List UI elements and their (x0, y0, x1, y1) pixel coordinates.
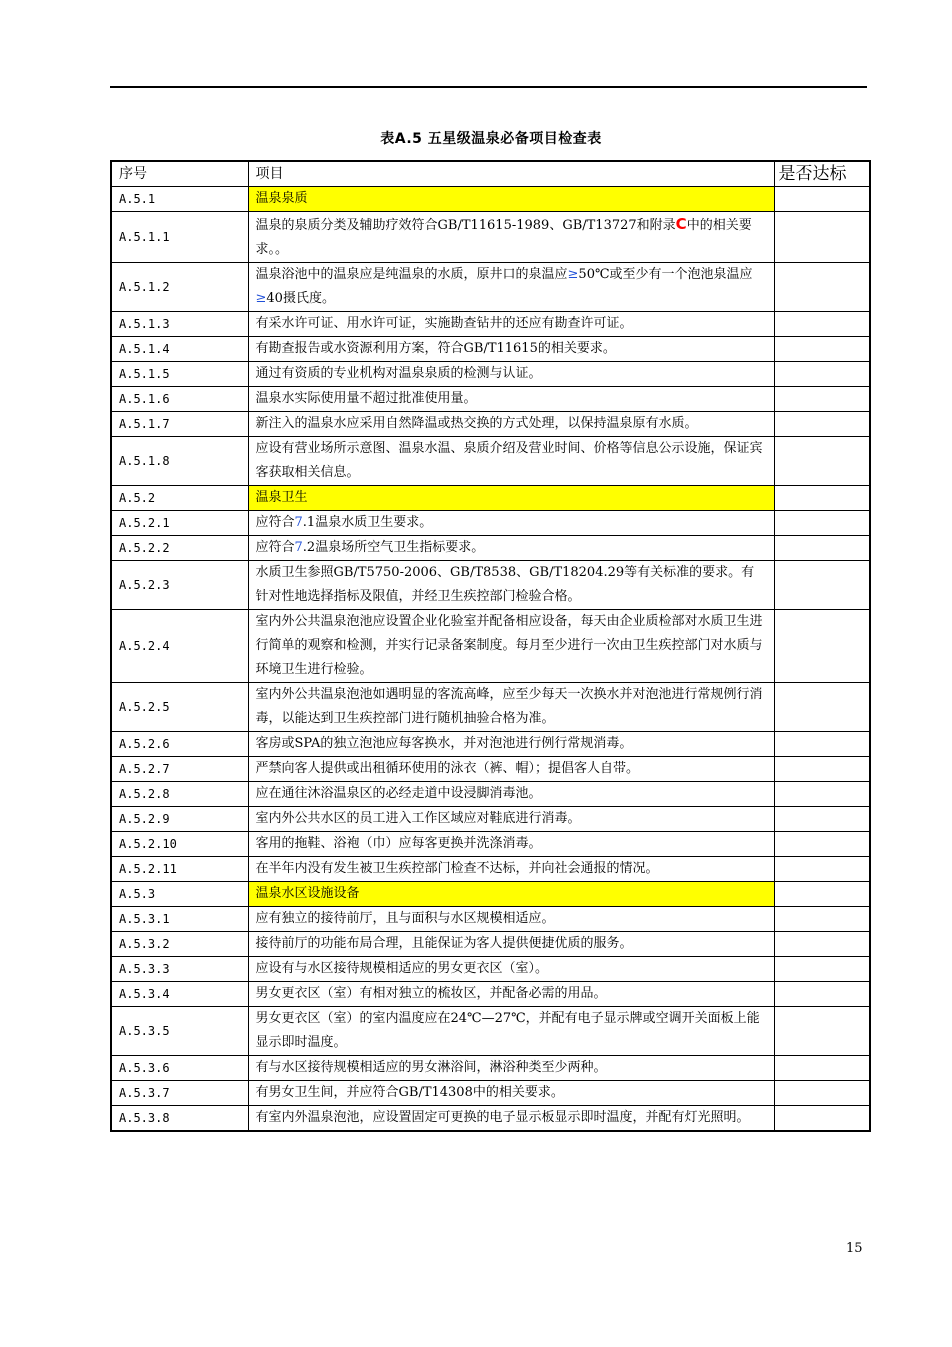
row-number: A.5.2.2 (111, 536, 248, 561)
status-cell[interactable] (774, 1007, 870, 1056)
table-row (111, 437, 870, 486)
status-cell[interactable] (774, 561, 870, 610)
table-row (111, 212, 870, 263)
section-row (111, 486, 870, 511)
inline-symbol: 7 (294, 540, 303, 555)
inline-symbol: ≥ (567, 267, 579, 282)
item-text: 客房或SPA的独立泡池应每客换水，并对泡池进行例行常规消毒。 (248, 732, 774, 757)
status-cell[interactable] (774, 957, 870, 982)
row-number: A.5.2.1 (111, 511, 248, 536)
row-number: A.5.2.3 (111, 561, 248, 610)
status-cell[interactable] (774, 536, 870, 561)
table-row (111, 362, 870, 387)
status-cell[interactable] (774, 1081, 870, 1106)
row-number: A.5.3.3 (111, 957, 248, 982)
status-cell[interactable] (774, 757, 870, 782)
table-row (111, 610, 870, 683)
row-number: A.5.2.7 (111, 757, 248, 782)
row-number: A.5.3.7 (111, 1081, 248, 1106)
page-number: 15 (846, 1241, 863, 1256)
row-number: A.5.2.6 (111, 732, 248, 757)
status-cell[interactable] (774, 212, 870, 263)
row-number: A.5.3.5 (111, 1007, 248, 1056)
row-number: A.5.3.2 (111, 932, 248, 957)
row-number: A.5.1.8 (111, 437, 248, 486)
header-seq: 序号 (111, 161, 248, 187)
section-title (248, 882, 774, 907)
item-text: 水质卫生参照GB/T5750-2006、GB/T8538、GB/T18204.29等有关标准的要求。有针对性地选择指标及限值，并经卫生疾控部门检验合格。 (248, 561, 774, 610)
row-number: A.5.3.6 (111, 1056, 248, 1081)
status-cell[interactable] (774, 982, 870, 1007)
section-title (248, 486, 774, 511)
table-row (111, 683, 870, 732)
item-text: 有与水区接待规模相适应的男女淋浴间，淋浴种类至少两种。 (248, 1056, 774, 1081)
item-text: 室内外公共水区的员工进入工作区域应对鞋底进行消毒。 (248, 807, 774, 832)
table-row (111, 1056, 870, 1081)
item-text: 通过有资质的专业机构对温泉泉质的检测与认证。 (248, 362, 774, 387)
table-row (111, 732, 870, 757)
row-number: A.5.1.3 (111, 312, 248, 337)
status-cell[interactable] (774, 187, 870, 212)
item-text (248, 536, 774, 561)
row-number: A.5.2.9 (111, 807, 248, 832)
table-row (111, 782, 870, 807)
item-text: 有男女卫生间，并应符合GB/T14308中的相关要求。 (248, 1081, 774, 1106)
row-number: A.5.2.4 (111, 610, 248, 683)
checklist-table (110, 160, 871, 1132)
header-row (111, 161, 870, 187)
status-cell[interactable] (774, 882, 870, 907)
row-number: A.5.1 (111, 187, 248, 212)
row-number: A.5.1.6 (111, 387, 248, 412)
row-number: A.5.2.5 (111, 683, 248, 732)
item-text (248, 511, 774, 536)
table-row (111, 412, 870, 437)
row-number: A.5.3.8 (111, 1106, 248, 1132)
item-text-part: .2温泉场所空气卫生指标要求。 (302, 540, 485, 555)
section-highlight: 温泉泉质 (249, 187, 774, 211)
row-number: A.5.3.1 (111, 907, 248, 932)
table-row (111, 957, 870, 982)
item-text-part: 应符合 (255, 515, 295, 530)
row-number: A.5.2 (111, 486, 248, 511)
status-cell[interactable] (774, 857, 870, 882)
status-cell[interactable] (774, 683, 870, 732)
status-cell[interactable] (774, 362, 870, 387)
item-text (248, 212, 774, 263)
section-row (111, 882, 870, 907)
row-number: A.5.1.4 (111, 337, 248, 362)
item-text (248, 263, 774, 312)
item-text: 应设有营业场所示意图、温泉水温、泉质介绍及营业时间、价格等信息公示设施，保证宾客获取相关信息。 (248, 437, 774, 486)
table-title: 表A.5 五星级温泉必备项目检查表 (380, 131, 602, 147)
item-text: 新注入的温泉水应采用自然降温或热交换的方式处理，以保持温泉原有水质。 (248, 412, 774, 437)
status-cell[interactable] (774, 932, 870, 957)
item-text: 严禁向客人提供或出租循环使用的泳衣（裤、帽）；提倡客人自带。 (248, 757, 774, 782)
status-cell[interactable] (774, 337, 870, 362)
item-text: 室内外公共温泉泡池应设置企业化验室并配备相应设备，每天由企业质检部对水质卫生进行简单的观察和检测，并实行记录备案制度。每月至少进行一次由卫生疾控部门对水质与环境卫生进行检验。 (248, 610, 774, 683)
status-cell[interactable] (774, 1106, 870, 1132)
item-text-part: 50℃或至少有一个泡池泉温应 (578, 267, 753, 282)
status-cell[interactable] (774, 610, 870, 683)
status-cell[interactable] (774, 907, 870, 932)
row-number: A.5.2.10 (111, 832, 248, 857)
item-text-part: .1温泉水质卫生要求。 (302, 515, 433, 530)
section-row (111, 187, 870, 212)
status-cell[interactable] (774, 312, 870, 337)
appendix-ref: C (675, 215, 687, 233)
table-row (111, 1081, 870, 1106)
status-cell[interactable] (774, 1056, 870, 1081)
item-text: 男女更衣区（室）有相对独立的梳妆区，并配备必需的用品。 (248, 982, 774, 1007)
table-row (111, 932, 870, 957)
item-text: 应在通往沐浴温泉区的必经走道中设浸脚消毒池。 (248, 782, 774, 807)
status-cell[interactable] (774, 511, 870, 536)
table-row (111, 387, 870, 412)
inline-symbol: 7 (294, 515, 303, 530)
table-row (111, 1007, 870, 1056)
item-text: 客用的拖鞋、浴袍（巾）应每客更换并洗涤消毒。 (248, 832, 774, 857)
table-row (111, 312, 870, 337)
table-row (111, 561, 870, 610)
row-number: A.5.1.2 (111, 263, 248, 312)
item-text: 应设有与水区接待规模相适应的男女更衣区（室）。 (248, 957, 774, 982)
header-status: 是否达标 (774, 161, 870, 187)
status-cell[interactable] (774, 437, 870, 486)
status-cell[interactable] (774, 832, 870, 857)
row-number: A.5.2.11 (111, 857, 248, 882)
item-text-part: 温泉的泉质分类及辅助疗效符合GB/T11615-1989、GB/T13727和附录 (255, 218, 676, 233)
header-rule (110, 86, 867, 88)
section-highlight: 温泉卫生 (249, 486, 774, 510)
section-highlight: 温泉水区设施设备 (249, 882, 774, 906)
item-text: 在半年内没有发生被卫生疾控部门检查不达标，并向社会通报的情况。 (248, 857, 774, 882)
item-text: 室内外公共温泉泡池如遇明显的客流高峰，应至少每天一次换水并对泡池进行常规例行消毒，以能达到卫生疾控部门进行随机抽验合格为准。 (248, 683, 774, 732)
inline-symbol: ≥ (255, 291, 267, 306)
status-cell[interactable] (774, 263, 870, 312)
item-text: 接待前厅的功能布局合理，且能保证为客人提供便捷优质的服务。 (248, 932, 774, 957)
item-text: 有采水许可证、用水许可证，实施勘查钻井的还应有勘查许可证。 (248, 312, 774, 337)
item-text: 有室内外温泉泡池，应设置固定可更换的电子显示板显示即时温度，并配有灯光照明。 (248, 1106, 774, 1132)
table-row (111, 1106, 870, 1132)
table-row (111, 982, 870, 1007)
table-row (111, 536, 870, 561)
row-number: A.5.1.7 (111, 412, 248, 437)
item-text-part: 温泉浴池中的温泉应是纯温泉的水质，原井口的泉温应 (255, 267, 568, 282)
row-number: A.5.3.4 (111, 982, 248, 1007)
row-number: A.5.2.8 (111, 782, 248, 807)
table-row (111, 807, 870, 832)
status-cell[interactable] (774, 486, 870, 511)
status-cell[interactable] (774, 387, 870, 412)
row-number: A.5.1.1 (111, 212, 248, 263)
status-cell[interactable] (774, 782, 870, 807)
status-cell[interactable] (774, 732, 870, 757)
row-number: A.5.1.5 (111, 362, 248, 387)
table-row (111, 857, 870, 882)
table-row (111, 263, 870, 312)
item-text: 应有独立的接待前厅，且与面积与水区规模相适应。 (248, 907, 774, 932)
status-cell[interactable] (774, 807, 870, 832)
item-text-part: 40摄氏度。 (266, 291, 335, 306)
item-text: 有勘查报告或水资源利用方案，符合GB/T11615的相关要求。 (248, 337, 774, 362)
table-row (111, 757, 870, 782)
table-row (111, 907, 870, 932)
table-row (111, 511, 870, 536)
row-number: A.5.3 (111, 882, 248, 907)
status-cell[interactable] (774, 412, 870, 437)
table-row (111, 832, 870, 857)
section-title (248, 187, 774, 212)
item-text: 温泉水实际使用量不超过批准使用量。 (248, 387, 774, 412)
item-text-part: 应符合 (255, 540, 295, 555)
table-row (111, 337, 870, 362)
header-item: 项目 (248, 161, 774, 187)
item-text-part: 中的相关要求。。 (255, 218, 752, 257)
item-text: 男女更衣区（室）的室内温度应在24℃—27℃，并配有电子显示牌或空调开关面板上能显示即时温度。 (248, 1007, 774, 1056)
